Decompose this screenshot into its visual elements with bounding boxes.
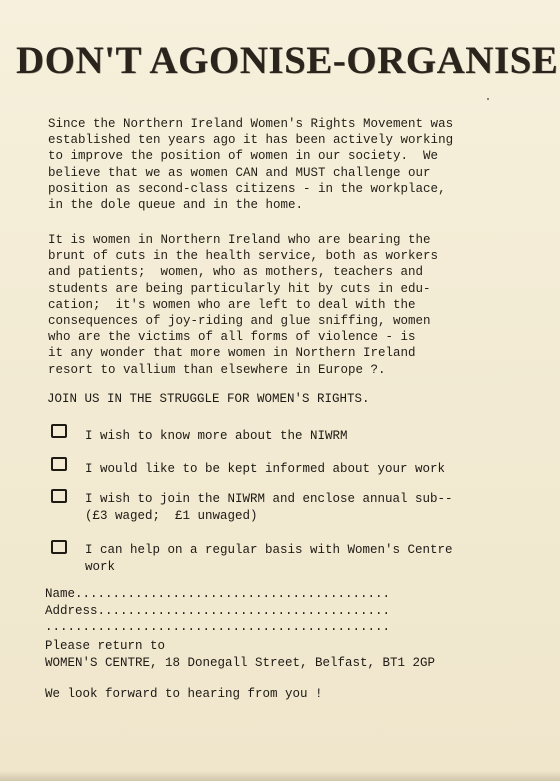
closing-line: We look forward to hearing from you !: [45, 687, 323, 701]
option-join-label: I wish to join the NIWRM and enclose annual sub-- (£3 waged; £1 unwaged): [85, 492, 453, 523]
join-heading: JOIN US IN THE STRUGGLE FOR WOMEN'S RIGHTS.: [47, 392, 370, 406]
checkbox-kept-informed[interactable]: [51, 457, 67, 471]
name-address-fields[interactable]: Name.......................................... Address....................................... ..............................................: [45, 587, 391, 634]
issues-paragraph: It is women in Northern Ireland who are bearing the brunt of cuts in the health service, both as workers and patients; women, who as mothers, teachers and students are being particularly hit by cuts in edu- cation; it's women who are left to deal with the consequences of joy-riding and glue sniffing, women who are the victims of all forms of violence - is it any wonder that more women in Northern Ireland resort to vallium than elsewhere in Europe ?.: [48, 233, 439, 377]
checkbox-join[interactable]: [51, 489, 67, 503]
leaflet-headline: DON'T AGONISE-ORGANISE: [16, 39, 559, 82]
option-kept-informed-label: I would like to be kept informed about your work: [85, 462, 446, 476]
return-address: Please return to WOMEN'S CENTRE, 18 Donegall Street, Belfast, BT1 2GP: [45, 639, 436, 670]
page-edge-shadow: [0, 771, 560, 781]
intro-paragraph: Since the Northern Ireland Women's Rights Movement was established ten years ago it has been actively working to improve the position of women in our society. We believe that we as women CAN and MUST challenge our position as second-class citizens - in the workplace, in the dole queue and in the home.: [48, 117, 454, 213]
option-help-centre-label: I can help on a regular basis with Women's Centre work: [85, 543, 453, 574]
checkbox-know-more[interactable]: [51, 424, 67, 438]
option-know-more-label: I wish to know more about the NIWRM: [85, 429, 348, 443]
paper-speck: [487, 98, 489, 100]
checkbox-help-centre[interactable]: [51, 540, 67, 554]
